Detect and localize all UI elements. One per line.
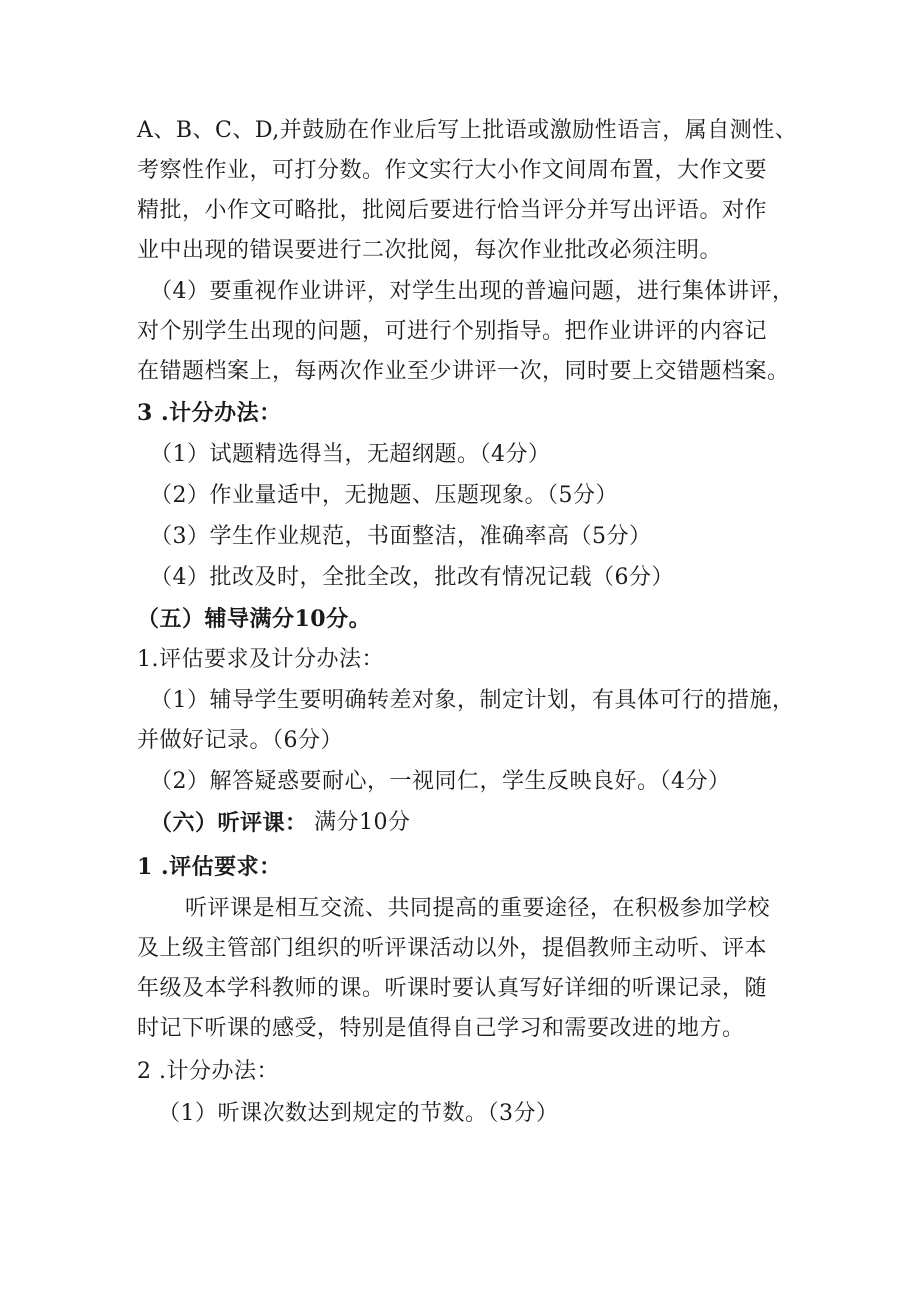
paragraph-line: 时记下听课的感受，特别是值得自己学习和需要改进的地方。 (137, 1016, 745, 1041)
paragraph-line: （4）要重视作业讲评，对学生出现的普遍问题，进行集体讲评， (150, 279, 795, 304)
paragraph-line: 在错题档案上，每两次作业至少讲评一次，同时要上交错题档案。 (137, 359, 790, 384)
section-heading: 3 .计分办法： (137, 400, 282, 426)
list-item: （1）辅导学生要明确转差对象，制定计划，有具体可行的措施， (150, 688, 795, 713)
paragraph-line: 听评课是相互交流、共同提高的重要途径，在积极参加学校 (185, 896, 771, 921)
subsection-heading: 1.评估要求及计分办法： (137, 647, 384, 672)
section-heading: （六）听评课： (150, 810, 308, 836)
list-item: （4）批改及时，全批全改，批改有情况记载（6分） (150, 565, 674, 590)
list-item: （3）学生作业规范，书面整洁，准确率高（5分） (150, 524, 652, 549)
paragraph-line: 及上级主管部门组织的听评课活动以外，提倡教师主动听、评本 (137, 936, 768, 961)
paragraph-line: A、B、C、D,并鼓励在作业后写上批语或激励性语言，属自测性、 (137, 118, 798, 143)
list-item: （1）试题精选得当，无超纲题。（4分） (150, 442, 551, 467)
section-heading-score: 满分10分 (314, 810, 411, 835)
paragraph-line: 年级及本学科教师的课。听课时要认真写好详细的听课记录，随 (137, 976, 768, 1001)
paragraph-line: 精批，小作文可略批，批阅后要进行恰当评分并写出评语。对作 (137, 198, 768, 223)
subsection-heading: 1 .评估要求： (137, 854, 282, 880)
list-item: （2）作业量适中，无抛题、压题现象。（5分） (150, 483, 618, 508)
paragraph-line: 业中出现的错误要进行二次批阅，每次作业批改必须注明。 (137, 238, 723, 263)
paragraph-line: 对个别学生出现的问题，可进行个别指导。把作业讲评的内容记 (137, 319, 768, 344)
list-item: （1）听课次数达到规定的节数。（3分） (158, 1101, 559, 1126)
paragraph-line: 考察性作业，可打分数。作文实行大小作文间周布置，大作文要 (137, 158, 768, 183)
section-heading: （五）辅导满分10分。 (137, 606, 372, 632)
list-item: （2）解答疑惑要耐心，一视同仁，学生反映良好。（4分） (150, 769, 731, 794)
paragraph-line: 并做好记录。（6分） (137, 728, 343, 753)
subsection-heading: 2 .计分办法： (137, 1059, 279, 1084)
